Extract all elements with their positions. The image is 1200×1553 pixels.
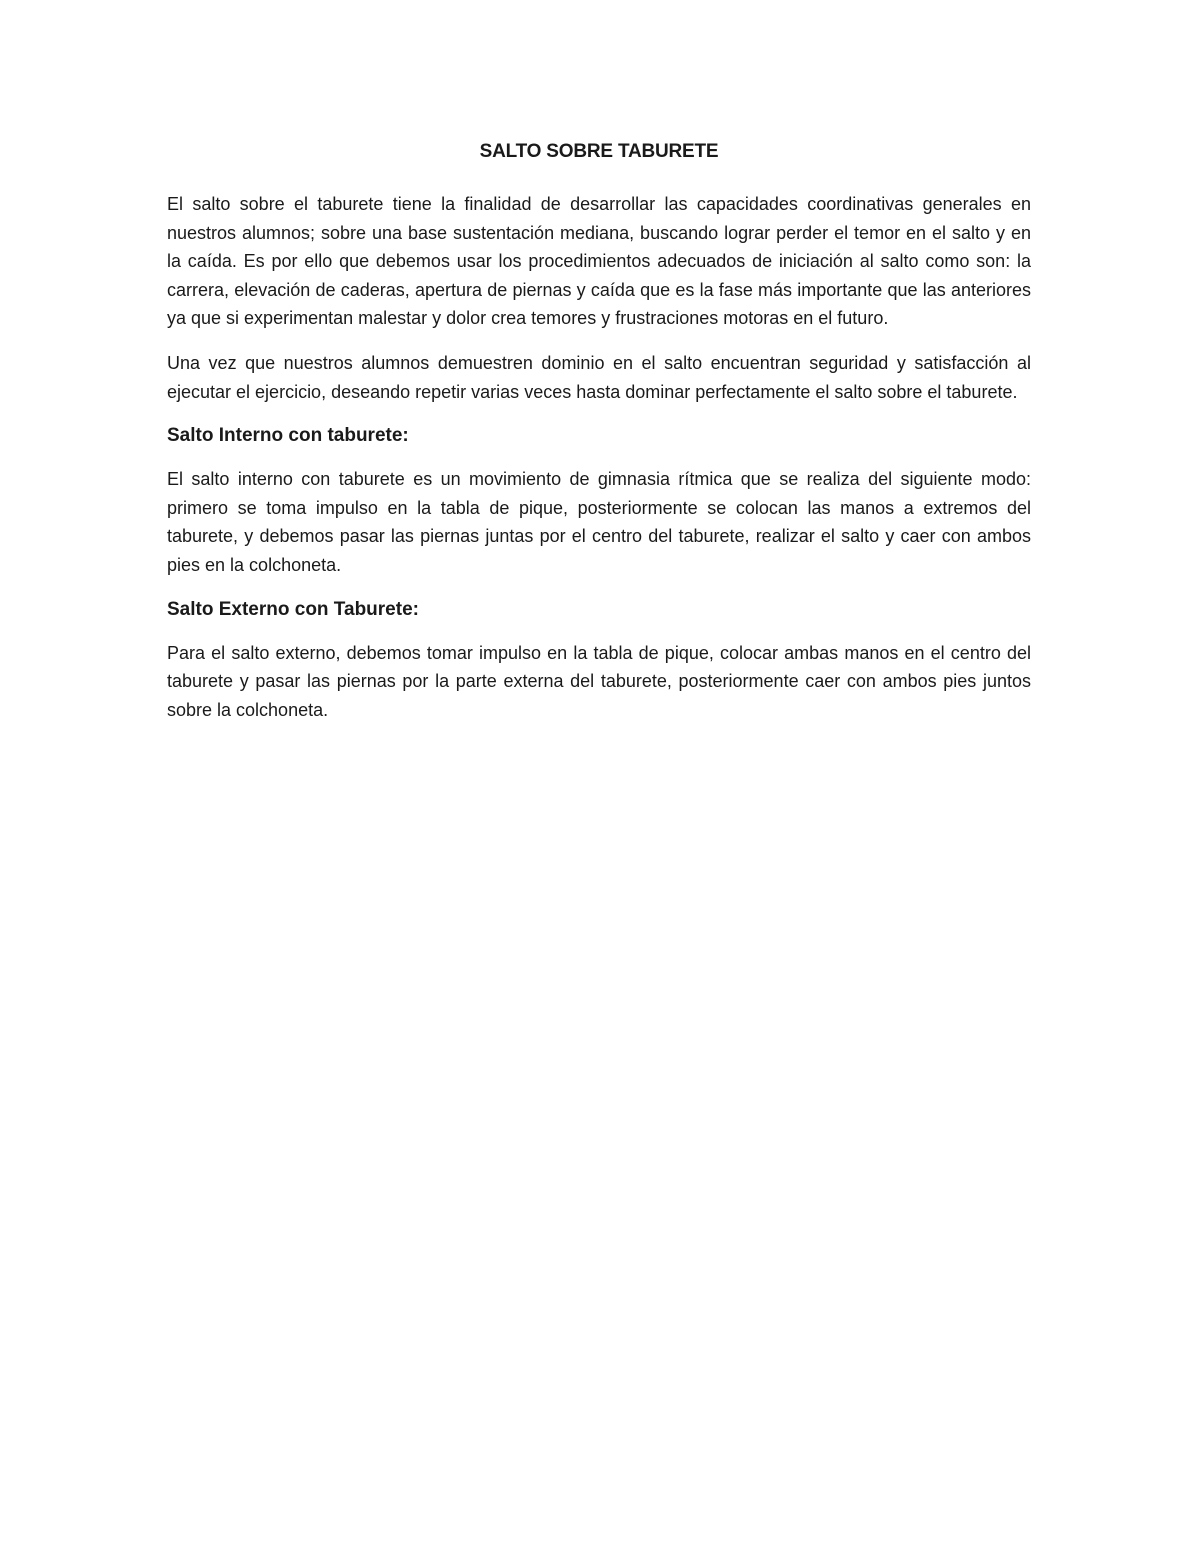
section-body-internal: El salto interno con taburete es un movimiento de gimnasia rítmica que se realiza del siguiente modo: primero se toma impulso en la tabla de pique, posteriormente se colocan las manos a extremos del taburete, y debemos pasar las piernas juntas por el centro del taburete, realizar el salto y caer con ambos pies en la colchoneta. <box>167 469 1031 575</box>
intro-paragraph: El salto sobre el taburete tiene la finalidad de desarrollar las capacidades coordinativas generales en nuestros alumnos; sobre una base sustentación mediana, buscando lograr perder el temor en el salto y en la caída. Es por ello que debemos usar los procedimientos adecuados de iniciación al salto como son: la carrera, elevación de caderas, apertura de piernas y caída que es la fase más importante que las anteriores ya que si experimentan malestar y dolor crea temores y frustraciones motoras en el futuro. <box>167 194 1031 329</box>
document-body <box>167 137 1031 740</box>
section-heading-external: Salto Externo con Taburete: <box>167 598 419 620</box>
section-body-external: Para el salto externo, debemos tomar impulso en la tabla de pique, colocar ambas manos en el centro del taburete y pasar las piernas por la parte externa del taburete, posteriormente caer con ambos pies juntos sobre la colchoneta. <box>167 642 1031 720</box>
document-title: SALTO SOBRE TABURETE <box>479 141 719 162</box>
second-paragraph: Una vez que nuestros alumnos demuestren dominio en el salto encuentran seguridad y satisfacción al ejecutar el ejercicio, deseando repetir varias veces hasta dominar perfectamente el salto sobre el taburete. <box>167 352 1031 402</box>
section-heading-internal: Salto Interno con taburete: <box>167 425 409 447</box>
